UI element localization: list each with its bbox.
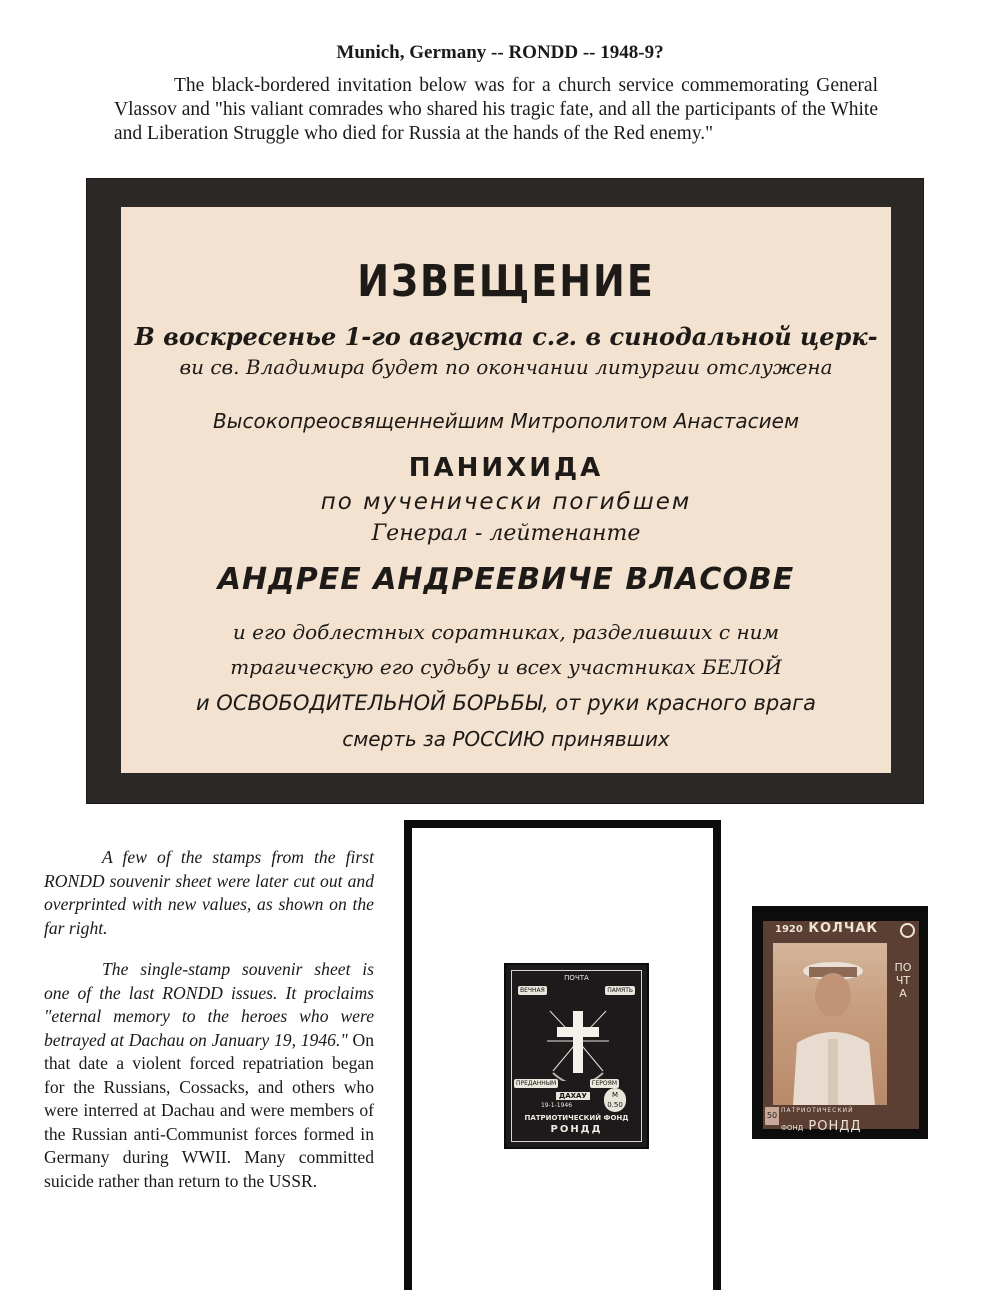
kolchak-stamp-header xyxy=(763,921,919,936)
stamp-banner-left: ВЕЧНАЯ xyxy=(520,987,545,994)
kolchak-portrait xyxy=(773,943,887,1105)
invitation-card xyxy=(121,207,891,773)
cross-badge-icon xyxy=(900,923,915,938)
caption-paragraph-1: A few of the stamps from the first RONDD souvenir sheet were later cut out and overprinted with new values, as shown on the far right. xyxy=(44,847,374,938)
kolchak-bottom-line-2 xyxy=(781,1115,862,1134)
invitation-line-3: Высокопреосвященнейшим Митрополитом Анастасием xyxy=(212,409,800,433)
invitation-line-2: ви св. Владимира будет по окончании литургии отслужена xyxy=(179,355,833,379)
stamp-value: М 0.50 xyxy=(604,1088,626,1112)
stamp-bottom-line-2: РОНДД xyxy=(550,1124,603,1135)
invitation-line-9: трагическую его судьбу и всех участниках БЕЛОЙ xyxy=(230,655,782,679)
kolchak-stamp-mount xyxy=(752,906,928,1139)
kolchak-rondd: РОНДД xyxy=(808,1119,862,1134)
intro-paragraph: The black-bordered invitation below was for a church service commemorating General Vlassov and "his valiant comrades who shared his tragic fate, and all the participants of the White and Liberation Struggle who died for Russia at the hands of the Red enemy." xyxy=(114,75,878,144)
invitation-line-5: по мученически погибшем xyxy=(320,489,692,515)
kolchak-stamp xyxy=(763,921,919,1134)
souvenir-stamp xyxy=(504,963,649,1149)
invitation-line-8: и его доблестных соратниках, разделивших с ним xyxy=(232,620,780,644)
kolchak-fond: ФОНД xyxy=(781,1124,804,1132)
stamp-bottom-line-1: ПАТРИОТИЧЕСКИЙ ФОНД xyxy=(524,1114,629,1122)
souvenir-stamp-frame xyxy=(511,970,642,1142)
kolchak-overprint-value: 50 xyxy=(765,1107,779,1125)
stamp-date: 19-1-1946 xyxy=(540,1102,573,1109)
invitation-line-1: В воскресенье 1-го августа с.г. в синодальной церк- xyxy=(134,322,878,351)
caption-paragraph-2-plain: On that date a violent forced repatriation began for the Russians, Cossacks, and others who were interred at Dachau and were members of the Russian anti-Communist forces formed in Germany during WWII. Many committed suicide rather than return to the USSR. xyxy=(44,1029,374,1191)
kolchak-name: КОЛЧАК xyxy=(808,921,879,936)
cross-icon xyxy=(545,1001,611,1081)
souvenir-sheet-frame xyxy=(404,820,721,1290)
stamp-side-right: ГЕРОЯМ xyxy=(591,1080,617,1087)
kolchak-bottom-line-1: ПАТРИОТИЧЕСКИЙ xyxy=(781,1107,854,1114)
stamp-place: ДАХАУ xyxy=(556,1092,590,1100)
invitation-line-4: ПАНИХИДА xyxy=(408,453,604,483)
invitation-line-11: смерть за РОССИЮ принявших xyxy=(342,727,670,751)
invitation-heading: ИЗВЕЩЕНИЕ xyxy=(357,255,655,307)
kolchak-year: 1920 xyxy=(775,924,803,935)
caption-paragraph-2 xyxy=(44,958,374,1193)
kolchak-side-text: ПОЧТА xyxy=(894,961,912,1000)
stamp-top-text: ПОЧТА xyxy=(564,974,589,982)
stamp-banner-right: ПАМЯТЬ xyxy=(607,987,633,994)
caption-paragraph-2-italic: The single-stamp souvenir sheet is one of the last RONDD issues. It proclaims "eternal memory to the heroes who were betrayed at Dachau on January 19, 1946." xyxy=(44,959,374,1050)
portrait-icon xyxy=(773,943,887,1105)
stamp-side-left: ПРЕДАННЫМ xyxy=(516,1080,557,1087)
page-title: Munich, Germany -- RONDD -- 1948-9? xyxy=(336,42,664,63)
invitation-card-border xyxy=(86,178,924,804)
invitation-line-7: АНДРЕЕ АНДРЕЕВИЧЕ ВЛАСОВЕ xyxy=(217,562,795,597)
invitation-line-10: и ОСВОБОДИТЕЛЬНОЙ БОРЬБЫ, от руки красного врага xyxy=(195,691,816,715)
souvenir-sheet xyxy=(412,828,713,1290)
invitation-line-6: Генерал - лейтенанте xyxy=(371,521,641,546)
